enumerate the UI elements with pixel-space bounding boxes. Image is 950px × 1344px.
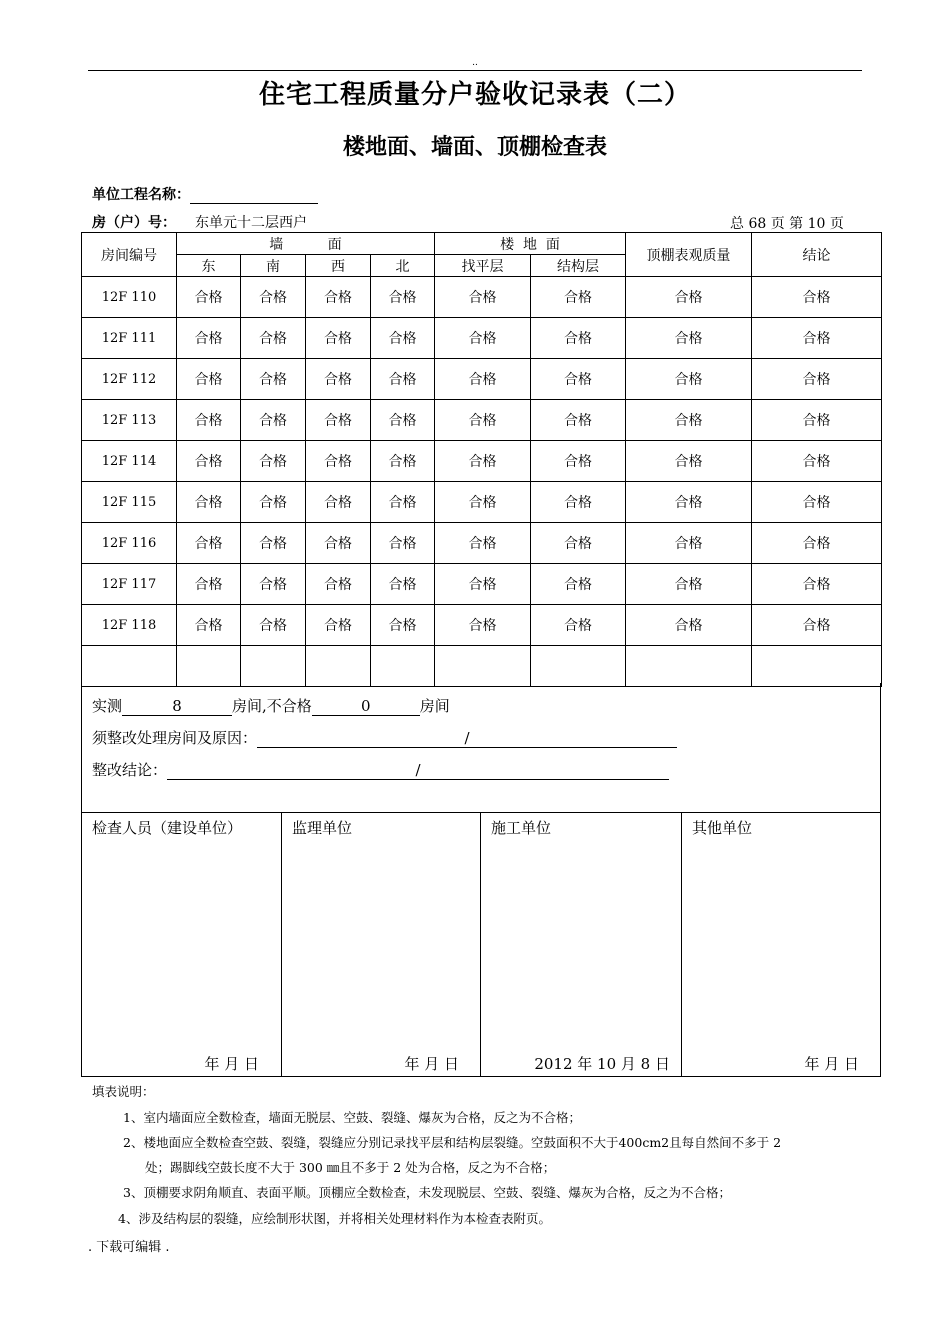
result-cell[interactable]: 合格 xyxy=(177,605,241,646)
result-cell[interactable]: 合格 xyxy=(241,400,306,441)
result-cell[interactable]: 合格 xyxy=(306,277,371,318)
note-3: 3、顶棚要求阴角顺直、表面平顺。顶棚应全数检查，未发现脱层、空鼓、裂缝、爆灰为合格，反之为不合格； xyxy=(123,1185,731,1200)
measured-label: 实测 xyxy=(92,697,123,715)
result-cell[interactable]: 合格 xyxy=(306,359,371,400)
result-cell[interactable]: 合格 xyxy=(177,482,241,523)
rooms-label: 房间 xyxy=(419,697,450,715)
result-cell[interactable] xyxy=(752,646,882,687)
result-cell[interactable]: 合格 xyxy=(371,605,435,646)
col-wall-east: 东 xyxy=(177,255,241,277)
signature-owner[interactable] xyxy=(82,813,281,1076)
result-cell[interactable]: 合格 xyxy=(626,523,752,564)
result-cell[interactable]: 合格 xyxy=(626,441,752,482)
room-row xyxy=(92,212,326,233)
result-cell[interactable]: 合格 xyxy=(531,523,626,564)
result-cell[interactable]: 合格 xyxy=(435,605,531,646)
conclusion-field[interactable]: / xyxy=(167,761,669,780)
result-cell[interactable]: 合格 xyxy=(241,482,306,523)
note-2b: 处；踢脚线空鼓长度不大于 300 ㎜且不多于 2 处为合格，反之为不合格； xyxy=(145,1160,556,1175)
signature-supervisor-date: 年 月 日 xyxy=(404,1055,459,1073)
result-cell[interactable]: 合格 xyxy=(241,441,306,482)
result-cell[interactable]: 合格 xyxy=(626,400,752,441)
col-group-floor: 楼 地 面 xyxy=(435,233,626,255)
result-cell[interactable]: 合格 xyxy=(531,400,626,441)
result-cell[interactable]: 合格 xyxy=(752,441,882,482)
summary-box xyxy=(81,683,881,813)
header-mark: .. xyxy=(472,58,478,68)
room-id-cell: 12F 115 xyxy=(82,482,177,523)
room-id-cell: 12F 113 xyxy=(82,400,177,441)
result-cell[interactable]: 合格 xyxy=(752,564,882,605)
note-4: 4、涉及结构层的裂缝，应绘制形状图，并将相关处理材料作为本检查表附页。 xyxy=(118,1211,551,1226)
room-id-cell: 12F 114 xyxy=(82,441,177,482)
rectify-line xyxy=(92,727,677,748)
result-cell[interactable] xyxy=(626,646,752,687)
result-cell[interactable]: 合格 xyxy=(752,400,882,441)
result-cell[interactable]: 合格 xyxy=(306,482,371,523)
result-cell[interactable]: 合格 xyxy=(177,400,241,441)
result-cell[interactable]: 合格 xyxy=(177,359,241,400)
table-row xyxy=(82,318,882,359)
result-cell[interactable] xyxy=(306,646,371,687)
result-cell[interactable]: 合格 xyxy=(371,482,435,523)
room-id-cell: 12F 111 xyxy=(82,318,177,359)
result-cell[interactable]: 合格 xyxy=(241,523,306,564)
result-cell[interactable]: 合格 xyxy=(241,318,306,359)
room-id-cell: 12F 112 xyxy=(82,359,177,400)
note-2a: 2、楼地面应全数检查空鼓、裂缝，裂缝应分别记录找平层和结构层裂缝。空鼓面积不大于400cm2且每自然间不多于 2 xyxy=(123,1135,782,1150)
room-id-cell xyxy=(82,646,177,687)
result-cell[interactable]: 合格 xyxy=(531,441,626,482)
col-conclusion: 结论 xyxy=(752,233,882,277)
table-row xyxy=(82,482,882,523)
result-cell[interactable]: 合格 xyxy=(371,441,435,482)
result-cell[interactable]: 合格 xyxy=(306,523,371,564)
result-cell[interactable]: 合格 xyxy=(531,564,626,605)
signature-other-label: 其他单位 xyxy=(692,819,753,837)
table-row xyxy=(82,277,882,318)
page-info: 总 68 页 第 10 页 xyxy=(730,216,844,232)
signature-owner-date: 年 月 日 xyxy=(204,1055,259,1073)
result-cell[interactable]: 合格 xyxy=(752,523,882,564)
result-cell[interactable]: 合格 xyxy=(531,359,626,400)
table-row xyxy=(82,523,882,564)
signature-owner-label: 检查人员（建设单位） xyxy=(92,819,243,837)
col-wall-west: 西 xyxy=(306,255,371,277)
col-wall-south: 南 xyxy=(241,255,306,277)
result-cell[interactable]: 合格 xyxy=(241,359,306,400)
rectify-field[interactable]: / xyxy=(257,729,677,748)
result-cell[interactable]: 合格 xyxy=(241,605,306,646)
signature-section xyxy=(81,812,881,1077)
result-cell[interactable]: 合格 xyxy=(371,277,435,318)
result-cell[interactable]: 合格 xyxy=(241,277,306,318)
signature-other[interactable] xyxy=(681,813,881,1076)
col-floor-screed: 找平层 xyxy=(435,255,531,277)
result-cell[interactable]: 合格 xyxy=(626,277,752,318)
result-cell[interactable]: 合格 xyxy=(435,400,531,441)
result-cell[interactable]: 合格 xyxy=(626,359,752,400)
unqualified-field[interactable]: 0 xyxy=(312,697,420,716)
result-cell[interactable]: 合格 xyxy=(177,277,241,318)
unit-project-field[interactable] xyxy=(190,187,318,204)
notes-heading: 填表说明： xyxy=(92,1084,155,1099)
table-row xyxy=(82,359,882,400)
result-cell[interactable]: 合格 xyxy=(177,318,241,359)
result-cell[interactable]: 合格 xyxy=(241,564,306,605)
result-cell[interactable]: 合格 xyxy=(306,400,371,441)
room-id-cell: 12F 116 xyxy=(82,523,177,564)
room-id-cell: 12F 110 xyxy=(82,277,177,318)
result-cell[interactable]: 合格 xyxy=(177,441,241,482)
result-cell[interactable]: 合格 xyxy=(752,482,882,523)
result-cell[interactable] xyxy=(531,646,626,687)
table-row xyxy=(82,605,882,646)
result-cell[interactable]: 合格 xyxy=(435,482,531,523)
signature-supervisor-label: 监理单位 xyxy=(292,819,353,837)
signature-contractor-date: 2012 年 10 月 8 日 xyxy=(534,1055,670,1073)
result-cell[interactable]: 合格 xyxy=(371,564,435,605)
result-cell[interactable]: 合格 xyxy=(306,564,371,605)
result-cell[interactable]: 合格 xyxy=(531,318,626,359)
unqualified-label: 房间,不合格 xyxy=(232,697,312,715)
header-rule xyxy=(88,70,862,71)
measured-field[interactable]: 8 xyxy=(122,697,232,716)
result-cell[interactable]: 合格 xyxy=(435,277,531,318)
result-cell[interactable]: 合格 xyxy=(306,318,371,359)
result-cell[interactable]: 合格 xyxy=(626,605,752,646)
result-cell[interactable]: 合格 xyxy=(752,277,882,318)
unit-project-label: 单位工程名称： xyxy=(92,187,190,203)
room-field[interactable]: 东单元十二层西户 xyxy=(176,212,326,233)
conclusion-line xyxy=(92,759,669,780)
result-cell[interactable] xyxy=(177,646,241,687)
result-cell[interactable]: 合格 xyxy=(371,318,435,359)
measured-line xyxy=(92,695,450,716)
result-cell[interactable]: 合格 xyxy=(626,482,752,523)
rectify-label: 须整改处理房间及原因： xyxy=(92,729,258,747)
note-1: 1、室内墙面应全数检查，墙面无脱层、空鼓、裂缝、爆灰为合格，反之为不合格； xyxy=(123,1110,581,1125)
col-floor-structure: 结构层 xyxy=(531,255,626,277)
room-label: 房（户）号： xyxy=(92,215,176,231)
table-row xyxy=(82,441,882,482)
col-group-wall: 墙 面 xyxy=(177,233,435,255)
result-cell[interactable]: 合格 xyxy=(626,318,752,359)
table-row xyxy=(82,564,882,605)
table-row xyxy=(82,400,882,441)
result-cell[interactable]: 合格 xyxy=(435,564,531,605)
result-cell[interactable]: 合格 xyxy=(177,523,241,564)
result-cell[interactable]: 合格 xyxy=(306,605,371,646)
signature-contractor[interactable] xyxy=(480,813,682,1076)
unit-project-row xyxy=(92,184,318,204)
result-cell[interactable]: 合格 xyxy=(306,441,371,482)
result-cell[interactable]: 合格 xyxy=(531,482,626,523)
result-cell[interactable]: 合格 xyxy=(435,441,531,482)
col-room-no: 房间编号 xyxy=(82,233,177,277)
conclusion-label: 整改结论： xyxy=(92,761,168,779)
result-cell[interactable]: 合格 xyxy=(752,359,882,400)
page-title: 住宅工程质量分户验收记录表（二） xyxy=(258,80,691,110)
signature-other-date: 年 月 日 xyxy=(804,1055,859,1073)
result-cell[interactable]: 合格 xyxy=(435,523,531,564)
result-cell[interactable]: 合格 xyxy=(435,318,531,359)
result-cell[interactable]: 合格 xyxy=(752,318,882,359)
result-cell[interactable] xyxy=(371,646,435,687)
result-cell[interactable]: 合格 xyxy=(752,605,882,646)
result-cell[interactable]: 合格 xyxy=(371,400,435,441)
page-footer: . 下载可编辑 . xyxy=(88,1240,170,1255)
result-cell[interactable]: 合格 xyxy=(626,564,752,605)
signature-contractor-label: 施工单位 xyxy=(491,819,552,837)
result-cell[interactable]: 合格 xyxy=(371,359,435,400)
col-wall-north: 北 xyxy=(371,255,435,277)
result-cell[interactable]: 合格 xyxy=(177,564,241,605)
result-cell[interactable]: 合格 xyxy=(531,605,626,646)
result-cell[interactable] xyxy=(241,646,306,687)
result-cell[interactable]: 合格 xyxy=(371,523,435,564)
col-ceiling: 顶棚表观质量 xyxy=(626,233,752,277)
result-cell[interactable]: 合格 xyxy=(435,359,531,400)
result-cell[interactable] xyxy=(435,646,531,687)
result-cell[interactable]: 合格 xyxy=(531,277,626,318)
inspection-table xyxy=(81,232,882,687)
room-id-cell: 12F 117 xyxy=(82,564,177,605)
room-id-cell: 12F 118 xyxy=(82,605,177,646)
page-subtitle: 楼地面、墙面、顶棚检查表 xyxy=(342,135,607,160)
table-row xyxy=(82,646,882,687)
signature-supervisor[interactable] xyxy=(281,813,481,1076)
